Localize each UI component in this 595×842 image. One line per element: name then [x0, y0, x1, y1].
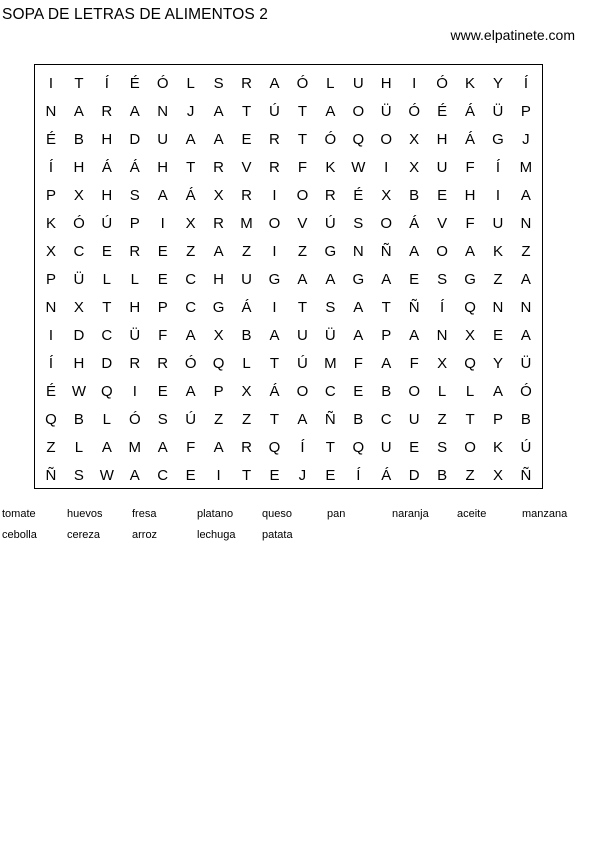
grid-letter[interactable]: E — [269, 466, 280, 484]
grid-letter[interactable]: H — [157, 159, 169, 177]
grid-letter[interactable]: X — [492, 466, 503, 484]
grid-letter[interactable]: Ó — [436, 75, 448, 93]
grid-letter[interactable]: Ó — [156, 75, 169, 93]
grid-letter[interactable]: E — [101, 243, 112, 261]
grid-letter[interactable]: C — [185, 271, 197, 289]
grid-letter[interactable]: T — [102, 298, 112, 316]
grid-letter[interactable]: N — [45, 298, 57, 316]
grid-letter[interactable]: C — [380, 410, 392, 428]
grid-letter[interactable]: A — [325, 271, 336, 289]
grid-letter[interactable]: S — [353, 215, 364, 233]
grid-letter[interactable]: Q — [212, 354, 225, 372]
grid-letter[interactable]: O — [352, 103, 365, 121]
grid-letter[interactable]: G — [464, 271, 476, 289]
grid-letter[interactable]: Q — [45, 410, 57, 428]
grid-letter[interactable]: Z — [186, 243, 196, 261]
grid-letter[interactable]: É — [437, 103, 448, 121]
grid-letter[interactable]: T — [74, 75, 84, 93]
grid-letter[interactable]: T — [297, 131, 307, 149]
grid-letter[interactable]: H — [213, 271, 225, 289]
grid-letter[interactable]: U — [296, 326, 308, 344]
grid-letter[interactable]: H — [464, 187, 476, 205]
grid-letter[interactable]: F — [158, 326, 168, 344]
grid-letter[interactable]: Á — [241, 298, 252, 316]
grid-letter[interactable]: R — [241, 187, 252, 205]
grid-letter[interactable]: Ú — [101, 215, 113, 233]
grid-letter[interactable]: O — [464, 438, 476, 456]
grid-letter[interactable]: Q — [268, 438, 281, 456]
grid-letter[interactable]: Ñ — [45, 466, 57, 484]
grid-letter[interactable]: Ü — [492, 103, 504, 121]
grid-letter[interactable]: A — [409, 326, 420, 344]
grid-letter[interactable]: B — [73, 410, 84, 428]
grid-letter[interactable]: R — [129, 243, 141, 261]
grid-letter[interactable]: Í — [356, 466, 361, 484]
grid-letter[interactable]: P — [213, 382, 224, 400]
grid-letter[interactable]: A — [157, 438, 168, 456]
grid-letter[interactable]: Ó — [296, 75, 309, 93]
grid-letter[interactable]: A — [492, 382, 503, 400]
grid-letter[interactable]: Ñ — [408, 298, 420, 316]
grid-letter[interactable]: O — [436, 243, 448, 261]
grid-letter[interactable]: I — [272, 187, 277, 205]
grid-letter[interactable]: R — [157, 354, 169, 372]
grid-letter[interactable]: P — [45, 187, 56, 205]
grid-letter[interactable]: R — [269, 131, 280, 149]
grid-letter[interactable]: K — [45, 215, 56, 233]
grid-letter[interactable]: X — [213, 187, 224, 205]
grid-letter[interactable]: É — [45, 382, 56, 400]
grid-letter[interactable]: Ú — [269, 103, 280, 121]
grid-letter[interactable]: A — [520, 326, 531, 344]
grid-letter[interactable]: Ñ — [324, 410, 336, 428]
grid-letter[interactable]: E — [353, 382, 364, 400]
grid-letter[interactable]: I — [272, 298, 277, 316]
grid-letter[interactable]: H — [101, 187, 113, 205]
grid-letter[interactable]: X — [409, 159, 420, 177]
grid-letter[interactable]: J — [186, 103, 195, 121]
grid-letter[interactable]: Ü — [380, 103, 392, 121]
grid-letter[interactable]: P — [520, 103, 531, 121]
grid-letter[interactable]: A — [213, 438, 224, 456]
grid-letter[interactable]: E — [157, 271, 168, 289]
grid-letter[interactable]: N — [45, 103, 57, 121]
grid-letter[interactable]: I — [132, 382, 137, 400]
grid-letter[interactable]: B — [381, 382, 392, 400]
grid-letter[interactable]: C — [324, 382, 336, 400]
grid-letter[interactable]: R — [213, 159, 225, 177]
word-item: pan — [327, 508, 346, 520]
grid-letter[interactable]: A — [269, 75, 280, 93]
grid-letter[interactable]: X — [73, 187, 84, 205]
grid-letter[interactable]: T — [297, 103, 307, 121]
grid-letter[interactable]: É — [353, 187, 364, 205]
grid-letter[interactable]: A — [381, 271, 392, 289]
grid-letter[interactable]: X — [213, 326, 224, 344]
grid-letter[interactable]: Y — [492, 354, 503, 372]
grid-letter[interactable]: Q — [464, 298, 476, 316]
grid-letter[interactable]: W — [71, 382, 86, 400]
grid-letter[interactable]: L — [465, 382, 475, 400]
grid-letter[interactable]: O — [408, 382, 420, 400]
grid-letter[interactable]: E — [325, 466, 336, 484]
grid-letter[interactable]: Ú — [185, 410, 197, 428]
grid-letter[interactable]: Ó — [184, 354, 197, 372]
grid-letter[interactable]: N — [520, 215, 532, 233]
grid-letter[interactable]: T — [241, 103, 252, 121]
grid-letter[interactable]: A — [101, 438, 112, 456]
word-item: aceite — [457, 508, 487, 520]
grid-letter[interactable]: B — [353, 410, 364, 428]
grid-letter[interactable]: H — [129, 298, 141, 316]
grid-letter[interactable]: T — [465, 410, 475, 428]
grid-letter[interactable]: Í — [495, 159, 501, 177]
grid-letter[interactable]: Á — [269, 382, 280, 400]
grid-letter[interactable]: P — [492, 410, 503, 428]
page-title: SOPA DE LETRAS DE ALIMENTOS 2 — [2, 6, 268, 23]
grid-letter[interactable]: O — [380, 131, 393, 149]
grid-letter[interactable]: I — [216, 466, 221, 484]
grid-letter[interactable]: Ó — [408, 103, 420, 121]
grid-letter[interactable]: E — [409, 438, 420, 456]
grid-letter[interactable]: R — [241, 438, 252, 456]
grid-letter[interactable]: L — [130, 271, 139, 289]
grid-letter[interactable]: X — [45, 243, 56, 261]
grid-letter[interactable]: N — [520, 298, 532, 316]
grid-letter[interactable]: R — [324, 187, 336, 205]
grid-letter[interactable]: Z — [241, 410, 252, 428]
grid-letter[interactable]: A — [269, 326, 280, 344]
grid-letter[interactable]: A — [129, 466, 140, 484]
grid-letter[interactable]: N — [436, 326, 448, 344]
grid-letter[interactable]: Q — [352, 131, 365, 149]
grid-letter[interactable]: T — [241, 466, 252, 484]
grid-letter[interactable]: N — [352, 243, 364, 261]
grid-letter[interactable]: U — [436, 159, 448, 177]
grid-letter[interactable]: Ú — [324, 215, 336, 233]
grid-letter[interactable]: Ó — [520, 382, 532, 400]
grid-letter[interactable]: A — [465, 243, 476, 261]
grid-letter[interactable]: L — [437, 382, 447, 400]
grid-letter[interactable]: K — [492, 438, 503, 456]
grid-letter[interactable]: K — [492, 243, 503, 261]
grid-letter[interactable]: Y — [492, 75, 503, 93]
word-item: cereza — [67, 529, 101, 541]
grid-letter[interactable]: A — [325, 103, 336, 121]
grid-letter[interactable]: Ó — [128, 410, 141, 428]
grid-letter[interactable]: Á — [465, 103, 476, 121]
grid-letter[interactable]: H — [101, 131, 113, 149]
grid-letter[interactable]: Á — [465, 131, 476, 149]
grid-letter[interactable]: X — [381, 187, 392, 205]
grid-letter[interactable]: T — [297, 298, 307, 316]
grid-letter[interactable]: H — [73, 354, 85, 372]
grid-letter[interactable]: Á — [381, 466, 392, 484]
grid-letter[interactable]: F — [297, 159, 307, 177]
grid-letter[interactable]: Z — [214, 410, 224, 428]
grid-letter[interactable]: U — [492, 215, 504, 233]
grid-letter[interactable]: Í — [48, 354, 54, 372]
grid-letter[interactable]: I — [384, 159, 389, 177]
grid-letter[interactable]: P — [129, 215, 140, 233]
grid-letter[interactable]: Í — [523, 75, 528, 93]
grid-letter[interactable]: O — [296, 187, 309, 205]
grid-letter[interactable]: I — [272, 243, 277, 261]
grid-letter[interactable]: P — [381, 326, 392, 344]
grid-letter[interactable]: V — [241, 159, 252, 177]
grid-letter[interactable]: G — [212, 298, 225, 316]
grid-letter[interactable]: Á — [129, 159, 140, 177]
grid-letter[interactable]: X — [409, 131, 420, 149]
grid-letter[interactable]: L — [102, 410, 112, 428]
grid-letter[interactable]: U — [157, 131, 169, 149]
grid-letter[interactable]: L — [326, 75, 335, 93]
letter-grid — [37, 70, 540, 489]
grid-letter[interactable]: B — [241, 326, 252, 344]
word-item: patata — [262, 529, 293, 541]
grid-letter[interactable]: R — [129, 354, 141, 372]
grid-letter[interactable]: F — [409, 354, 419, 372]
grid-letter[interactable]: D — [408, 466, 420, 484]
grid-letter[interactable]: L — [74, 438, 84, 456]
grid-letter[interactable]: Ú — [296, 354, 308, 372]
grid-letter[interactable]: S — [325, 298, 336, 316]
grid-letter[interactable]: M — [519, 159, 533, 177]
grid-letter[interactable]: Z — [521, 243, 531, 261]
grid-letter[interactable]: Í — [48, 159, 54, 177]
grid-letter[interactable]: A — [157, 187, 168, 205]
grid-letter[interactable]: Z — [437, 410, 447, 428]
grid-letter[interactable]: P — [157, 298, 168, 316]
grid-letter[interactable]: E — [157, 382, 168, 400]
grid-letter[interactable]: O — [268, 215, 281, 233]
grid-letter[interactable]: Í — [440, 298, 445, 316]
grid-letter[interactable]: S — [437, 271, 448, 289]
word-list — [2, 508, 592, 550]
grid-letter[interactable]: D — [73, 326, 85, 344]
grid-letter[interactable]: A — [129, 103, 140, 121]
grid-letter[interactable]: M — [324, 354, 337, 372]
grid-letter[interactable]: V — [297, 215, 308, 233]
grid-letter[interactable]: L — [242, 354, 251, 372]
grid-letter[interactable]: Q — [101, 382, 113, 400]
grid-letter[interactable]: Ó — [73, 215, 85, 233]
grid-letter[interactable]: I — [48, 75, 54, 93]
grid-letter[interactable]: R — [241, 75, 252, 93]
grid-letter[interactable]: B — [437, 466, 448, 484]
grid-letter[interactable]: U — [408, 410, 420, 428]
grid-letter[interactable]: G — [268, 271, 281, 289]
grid-letter[interactable]: G — [492, 131, 504, 149]
grid-letter[interactable]: T — [269, 354, 280, 372]
grid-letter[interactable]: I — [48, 326, 54, 344]
grid-letter[interactable]: Í — [300, 438, 305, 456]
grid-letter[interactable]: E — [437, 187, 448, 205]
grid-letter[interactable]: A — [297, 410, 308, 428]
grid-letter[interactable]: E — [157, 243, 168, 261]
grid-letter[interactable]: R — [269, 159, 280, 177]
grid-letter[interactable]: É — [129, 75, 140, 93]
grid-letter[interactable]: G — [324, 243, 337, 261]
grid-letter[interactable]: N — [157, 103, 169, 121]
grid-letter[interactable]: F — [465, 159, 475, 177]
grid-letter[interactable]: I — [495, 187, 501, 205]
grid-letter[interactable]: A — [185, 382, 196, 400]
grid-letter[interactable]: K — [325, 159, 336, 177]
grid-letter[interactable]: Q — [352, 438, 365, 456]
grid-letter[interactable]: A — [520, 187, 531, 205]
grid-letter[interactable]: R — [213, 215, 225, 233]
grid-letter[interactable]: D — [101, 354, 113, 372]
grid-letter[interactable]: U — [380, 438, 392, 456]
grid-letter[interactable]: S — [73, 466, 84, 484]
grid-letter[interactable]: Í — [104, 75, 109, 93]
grid-letter[interactable]: Q — [464, 354, 476, 372]
grid-letter[interactable]: T — [381, 298, 391, 316]
word-item: queso — [262, 508, 292, 520]
grid-letter[interactable]: Z — [465, 466, 475, 484]
grid-letter[interactable]: T — [186, 159, 196, 177]
word-item: platano — [197, 508, 234, 520]
grid-letter[interactable]: S — [213, 75, 224, 93]
grid-letter[interactable]: J — [298, 466, 307, 484]
grid-letter[interactable]: A — [213, 243, 224, 261]
word-item: manzana — [522, 508, 568, 520]
grid-letter[interactable]: P — [45, 271, 56, 289]
grid-letter[interactable]: S — [129, 187, 140, 205]
word-item: lechuga — [197, 529, 236, 541]
word-item: naranja — [392, 508, 429, 520]
grid-letter[interactable]: D — [129, 131, 141, 149]
word-item: fresa — [132, 508, 157, 520]
website-url: www.elpatinete.com — [450, 27, 575, 43]
grid-letter[interactable]: X — [241, 382, 252, 400]
grid-letter[interactable]: Ü — [73, 271, 85, 289]
word-item: tomate — [2, 508, 36, 520]
grid-letter[interactable]: A — [213, 131, 224, 149]
grid-letter[interactable]: Z — [241, 243, 252, 261]
grid-letter[interactable]: T — [325, 438, 335, 456]
grid-letter[interactable]: F — [353, 354, 363, 372]
grid-letter[interactable]: A — [73, 103, 84, 121]
grid-letter[interactable]: X — [465, 326, 476, 344]
grid-letter[interactable]: C — [101, 326, 113, 344]
grid-letter[interactable]: Ü — [520, 354, 532, 372]
grid-letter[interactable]: A — [213, 103, 224, 121]
grid-letter[interactable]: U — [241, 271, 252, 289]
grid-letter[interactable]: Ñ — [520, 466, 532, 484]
grid-letter[interactable]: H — [73, 159, 85, 177]
grid-letter[interactable]: E — [185, 466, 196, 484]
word-item: arroz — [132, 529, 158, 541]
grid-letter[interactable]: Ú — [520, 438, 532, 456]
grid-letter[interactable]: X — [73, 298, 84, 316]
grid-letter[interactable]: A — [353, 326, 364, 344]
grid-letter[interactable]: U — [352, 75, 364, 93]
grid-letter[interactable]: G — [352, 271, 365, 289]
grid-letter[interactable]: L — [186, 75, 195, 93]
grid-letter[interactable]: S — [157, 410, 168, 428]
grid-letter[interactable]: O — [296, 382, 309, 400]
grid-letter[interactable]: L — [102, 271, 112, 289]
grid-letter[interactable]: A — [353, 298, 364, 316]
grid-letter[interactable]: A — [409, 243, 420, 261]
grid-letter[interactable]: R — [101, 103, 113, 121]
grid-letter[interactable]: X — [437, 354, 448, 372]
grid-letter[interactable]: É — [45, 131, 56, 149]
grid-letter[interactable]: E — [241, 131, 252, 149]
grid-letter[interactable]: T — [269, 410, 280, 428]
grid-letter[interactable]: I — [412, 75, 417, 93]
grid-letter[interactable]: F — [186, 438, 196, 456]
grid-letter[interactable]: V — [437, 215, 448, 233]
grid-letter[interactable]: Ñ — [380, 243, 392, 261]
grid-letter[interactable]: M — [240, 215, 253, 233]
grid-letter[interactable]: X — [185, 215, 196, 233]
grid-letter[interactable]: H — [436, 131, 448, 149]
word-item: huevos — [67, 508, 103, 520]
grid-letter[interactable]: A — [297, 271, 308, 289]
grid-letter[interactable]: Á — [185, 187, 196, 205]
grid-letter[interactable]: F — [465, 215, 475, 233]
grid-letter[interactable]: Z — [46, 438, 56, 456]
grid-letter[interactable]: Á — [101, 159, 112, 177]
grid-letter[interactable]: A — [185, 326, 196, 344]
grid-letter[interactable]: Ü — [129, 326, 141, 344]
grid-letter[interactable]: O — [380, 215, 393, 233]
grid-letter[interactable]: A — [185, 131, 196, 149]
grid-letter[interactable]: J — [522, 131, 530, 149]
grid-letter[interactable]: Z — [493, 271, 503, 289]
grid-letter[interactable]: C — [185, 298, 197, 316]
grid-letter[interactable]: A — [381, 354, 392, 372]
grid-letter[interactable]: B — [73, 131, 84, 149]
grid-letter[interactable]: C — [157, 466, 169, 484]
grid-letter[interactable]: H — [380, 75, 392, 93]
word-item: cebolla — [2, 529, 37, 541]
grid-letter[interactable]: M — [128, 438, 142, 456]
grid-letter[interactable]: N — [492, 298, 504, 316]
grid-letter[interactable]: A — [520, 271, 531, 289]
grid-letter[interactable]: B — [520, 410, 531, 428]
grid-letter[interactable]: Ó — [324, 131, 337, 149]
grid-letter[interactable]: E — [409, 271, 420, 289]
grid-letter[interactable]: Á — [409, 215, 420, 233]
grid-letter[interactable]: I — [160, 215, 165, 233]
grid-letter[interactable]: K — [465, 75, 476, 93]
grid-letter[interactable]: B — [409, 187, 420, 205]
grid-letter[interactable]: W — [99, 466, 114, 484]
grid-letter[interactable]: Ü — [324, 326, 336, 344]
grid-letter[interactable]: E — [492, 326, 503, 344]
grid-letter[interactable]: C — [73, 243, 85, 261]
grid-letter[interactable]: Z — [297, 243, 307, 261]
grid-letter[interactable]: S — [437, 438, 448, 456]
grid-letter[interactable]: W — [351, 159, 366, 177]
